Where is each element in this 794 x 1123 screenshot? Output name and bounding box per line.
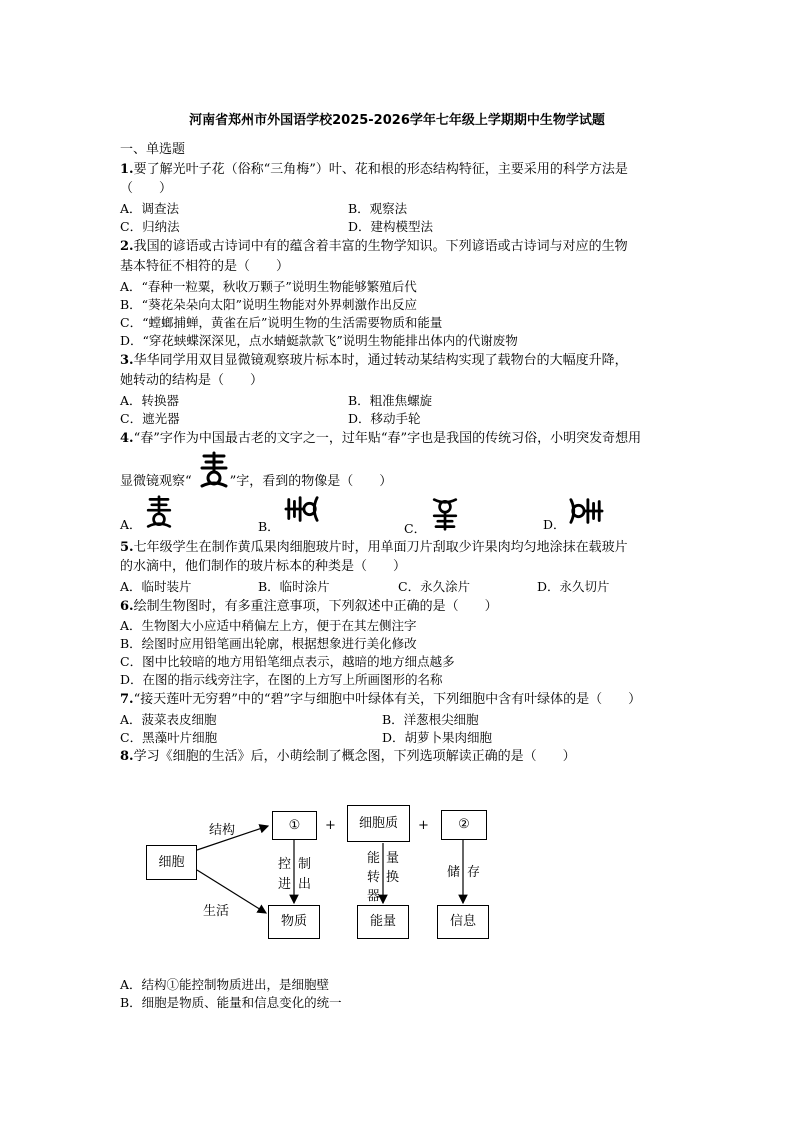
question-number: 2. xyxy=(120,239,134,254)
plus-sign: + xyxy=(325,818,336,833)
info-box: 信息 xyxy=(437,905,489,939)
q1-option-a[interactable]: A．调查法 xyxy=(120,201,180,216)
energy-conv-char: 转 xyxy=(367,870,381,885)
control-char: 制 xyxy=(298,857,312,872)
q7-option-b[interactable]: B．洋葱根尖细胞 xyxy=(382,712,479,727)
question-number: 7. xyxy=(120,692,134,707)
control-char: 进 xyxy=(278,877,292,892)
q6-option-c[interactable]: C．图中比较暗的地方用铅笔细点表示，越暗的地方细点越多 xyxy=(120,654,455,669)
question-text: 学习《细胞的生活》后，小萌绘制了概念图，下列选项解读正确的是（ ） xyxy=(133,749,576,764)
q3-option-d[interactable]: D．移动手轮 xyxy=(348,411,421,426)
q7-option-d[interactable]: D．胡萝卜果肉细胞 xyxy=(382,730,493,745)
q8-option-a[interactable]: A．结构①能控制物质进出，是细胞壁 xyxy=(120,977,330,992)
plus-sign: + xyxy=(418,818,429,833)
matter-box: 物质 xyxy=(268,905,320,939)
page-title: 河南省郑州市外国语学校2025-2026学年七年级上学期期中生物学试题 xyxy=(189,113,605,128)
structure-1-box: ① xyxy=(272,811,317,840)
question-number: 8. xyxy=(120,749,134,764)
question-2-stem-cont: 基本特征不相符的是（ ） xyxy=(120,259,290,274)
question-1-stem-cont: （ ） xyxy=(120,181,173,196)
energy-conv-char: 器 xyxy=(367,889,381,904)
q4-option-c[interactable]: C． xyxy=(404,521,427,536)
energy-box: 能量 xyxy=(357,905,409,939)
q5-option-a[interactable]: A．临时装片 xyxy=(120,579,192,594)
q7-option-c[interactable]: C．黑藻叶片细胞 xyxy=(120,730,218,745)
q5-option-c[interactable]: C．永久涂片 xyxy=(398,579,471,594)
q5-option-b[interactable]: B．临时涂片 xyxy=(258,579,330,594)
q4-option-d[interactable]: D． xyxy=(543,517,566,532)
question-text: “接天莲叶无穷碧”中的“碧”字与细胞中叶绿体有关，下列细胞中含有叶绿体的是（ ） xyxy=(133,692,642,707)
section-heading: 一、单选题 xyxy=(120,142,186,157)
energy-conv-char: 能 xyxy=(367,851,381,866)
q2-option-b[interactable]: B．“葵花朵朵向太阳”说明生物能对外界刺激作出反应 xyxy=(120,297,417,312)
question-3-stem-cont: 她转动的结构是（ ） xyxy=(120,373,264,388)
cell-box: 细胞 xyxy=(146,845,197,880)
q1-option-b[interactable]: B．观察法 xyxy=(348,201,408,216)
energy-conv-char: 换 xyxy=(386,870,400,885)
question-4-stem-cont: 显微镜观察“ ”字，看到的物像是（ ） xyxy=(120,474,393,489)
question-text: 七年级学生在制作黄瓜果肉细胞玻片时，用单面刀片刮取少许果肉均匀地涂抹在载玻片 xyxy=(133,540,628,555)
q8-option-b[interactable]: B．细胞是物质、能量和信息变化的统一 xyxy=(120,995,342,1010)
energy-conv-char: 量 xyxy=(386,851,400,866)
q4-option-a[interactable]: A． xyxy=(120,517,142,532)
cytoplasm-box: 细胞质 xyxy=(347,805,410,842)
q5-option-d[interactable]: D．永久切片 xyxy=(537,579,610,594)
q7-option-a[interactable]: A．菠菜表皮细胞 xyxy=(120,712,217,727)
control-char: 控 xyxy=(278,857,292,872)
question-text: 绘制生物图时，有多重注意事项，下列叙述中正确的是（ ） xyxy=(133,599,498,614)
question-text: 我国的谚语或古诗词中有的蕴含着丰富的生物学知识。下列谚语或古诗词与对应的生物 xyxy=(133,239,628,254)
q2-option-a[interactable]: A．“春种一粒粟，秋收万颗子”说明生物能够繁殖后代 xyxy=(120,279,417,294)
q4-option-b[interactable]: B． xyxy=(258,519,280,534)
life-label: 生活 xyxy=(203,904,230,919)
question-number: 3. xyxy=(120,353,134,368)
q2-option-c[interactable]: C．“螳螂捕蝉，黄雀在后”说明生物的生活需要物质和能量 xyxy=(120,315,443,330)
q6-option-a[interactable]: A．生物图大小应适中稍偏左上方，便于在其左侧注字 xyxy=(120,618,417,633)
store-char: 存 xyxy=(467,865,481,880)
control-char: 出 xyxy=(298,877,312,892)
q1-option-d[interactable]: D．建构模型法 xyxy=(348,219,434,234)
q3-option-c[interactable]: C．遮光器 xyxy=(120,411,180,426)
question-number: 4. xyxy=(120,431,134,446)
question-number: 1. xyxy=(120,162,134,177)
q2-option-d[interactable]: D．“穿花蛱蝶深深见，点水蜻蜓款款飞”说明生物能排出体内的代谢废物 xyxy=(120,333,518,348)
q3-option-a[interactable]: A．转换器 xyxy=(120,393,180,408)
q6-option-d[interactable]: D．在图的指示线旁注字，在图的上方写上所画图形的名称 xyxy=(120,672,443,687)
structure-2-box: ② xyxy=(441,810,487,840)
q3-option-b[interactable]: B．粗准焦螺旋 xyxy=(348,393,433,408)
question-number: 6. xyxy=(120,599,134,614)
store-char: 储 xyxy=(447,865,461,880)
question-text: “春”字作为中国最古老的文字之一，过年贴“春”字也是我国的传统习俗，小明突发奇想用 xyxy=(133,431,642,446)
q1-option-c[interactable]: C．归纳法 xyxy=(120,219,180,234)
question-text: 华华同学用双目显微镜观察玻片标本时，通过转动某结构实现了载物台的大幅度升降， xyxy=(133,353,628,368)
question-number: 5. xyxy=(120,540,134,555)
question-5-stem-cont: 的水滴中，他们制作的玻片标本的种类是（ ） xyxy=(120,559,407,574)
question-text: 要了解光叶子花（俗称“三角梅”）叶、花和根的形态结构特征，主要采用的科学方法是 xyxy=(133,162,628,177)
q6-option-b[interactable]: B．绘图时应用铅笔画出轮廓，根据想象进行美化修改 xyxy=(120,636,417,651)
structure-label: 结构 xyxy=(209,823,236,838)
